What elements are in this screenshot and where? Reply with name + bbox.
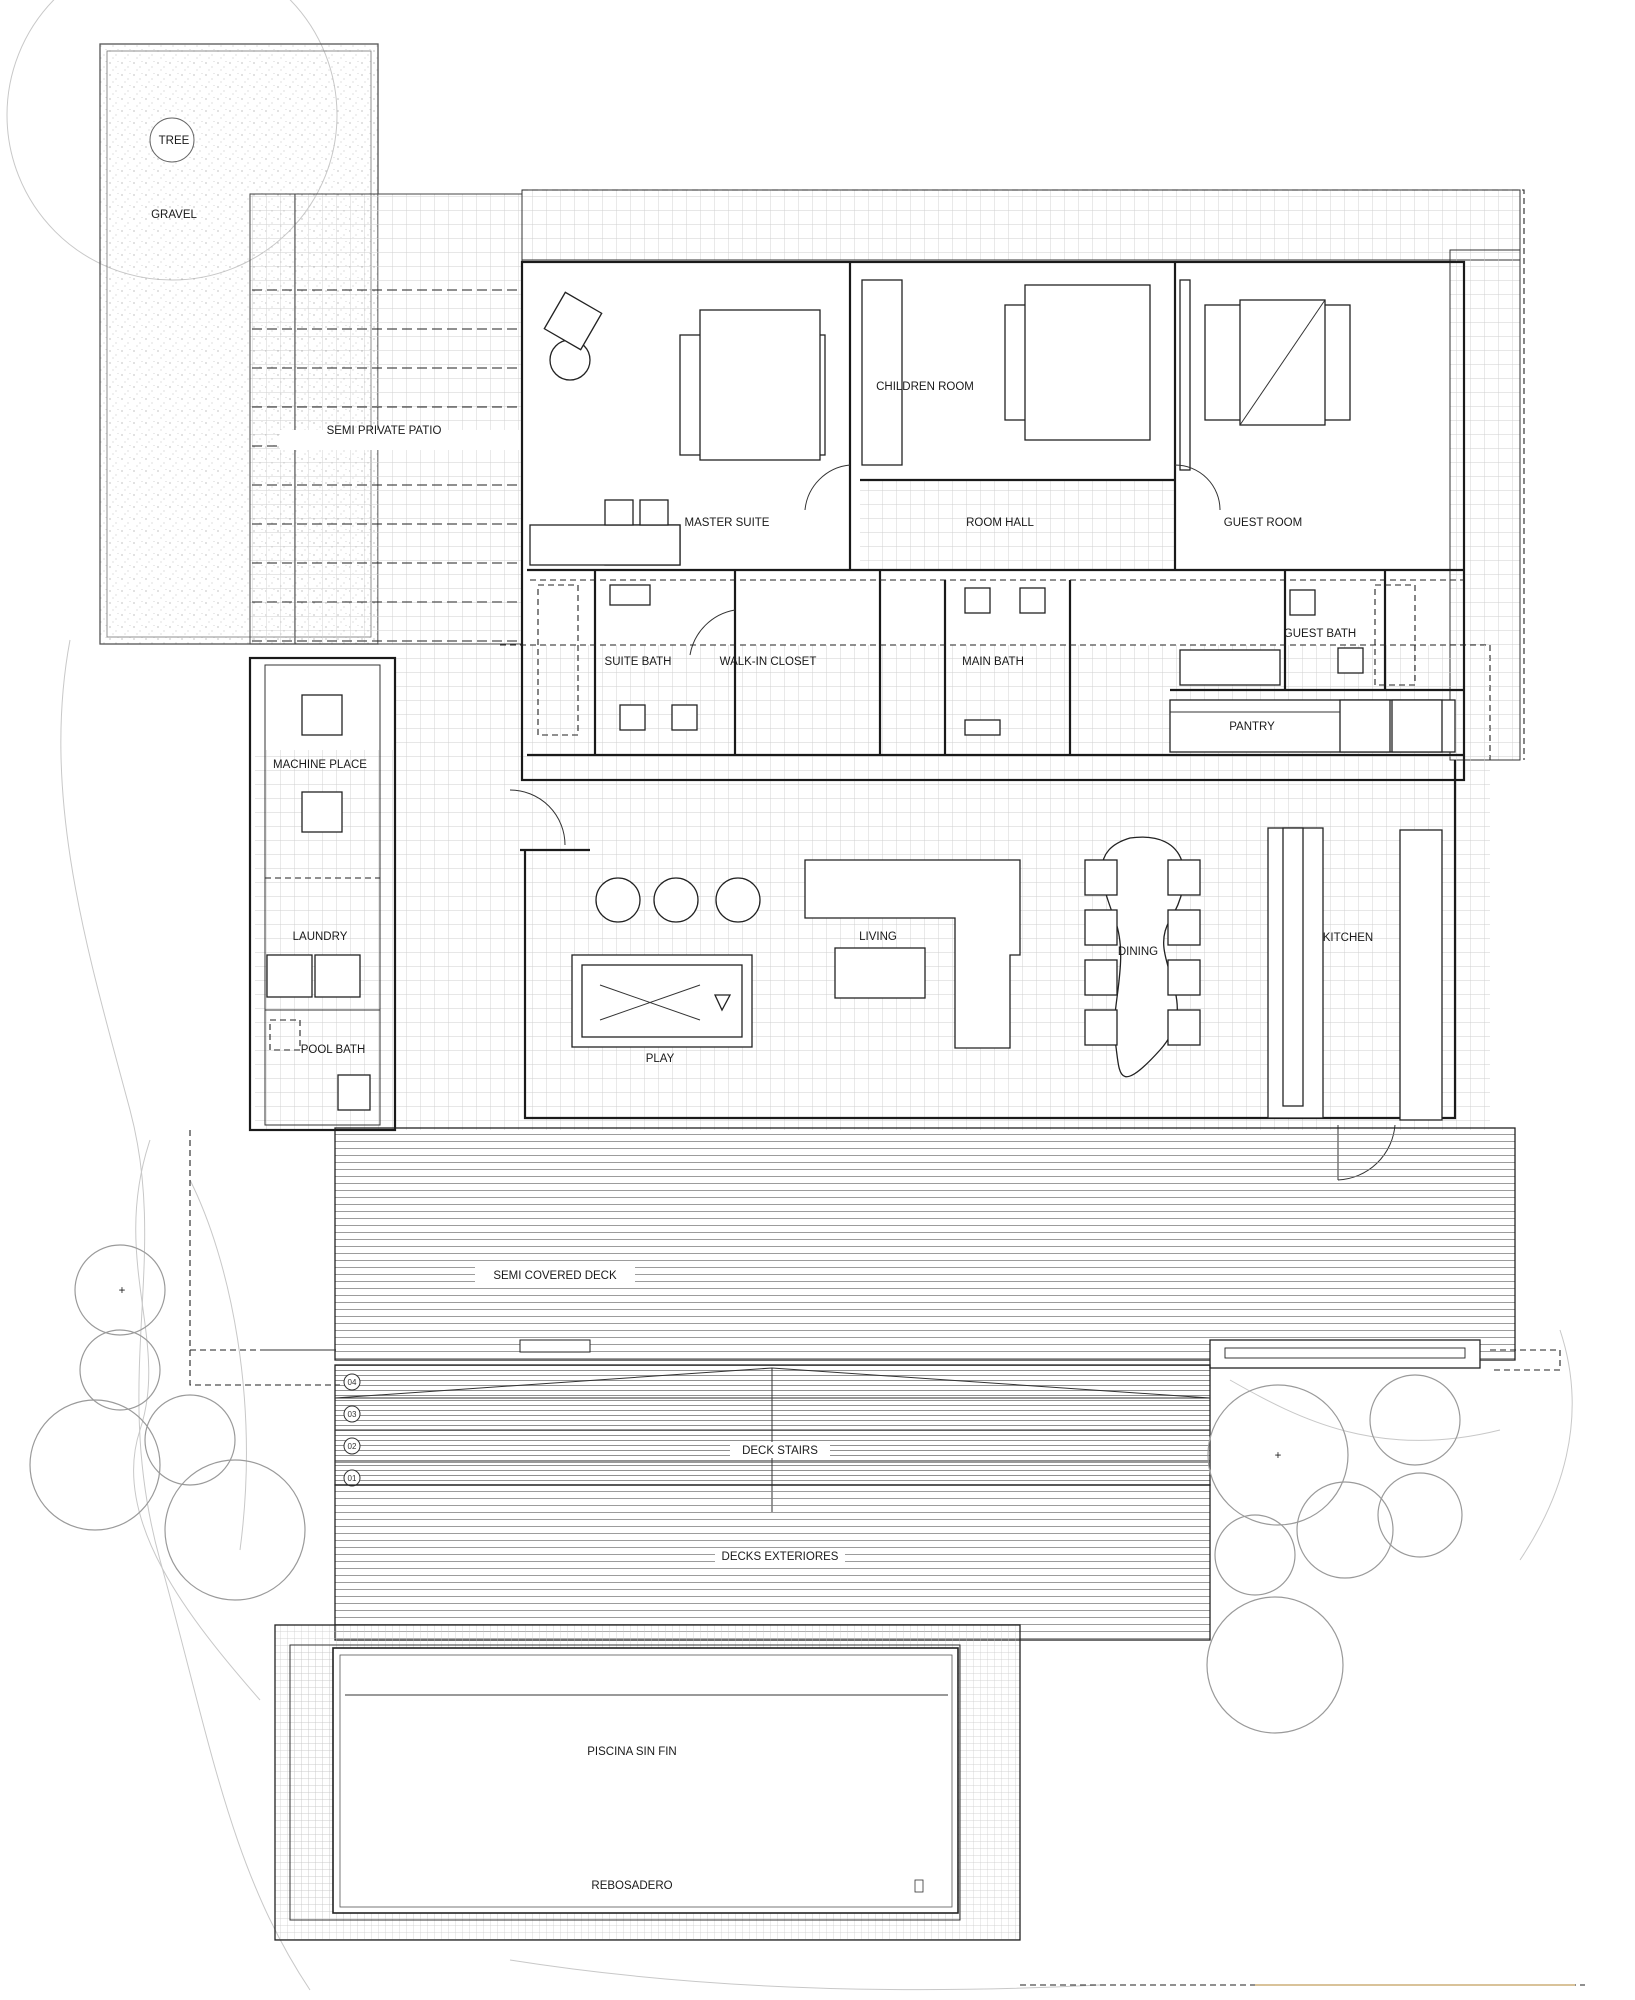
- pantry-block: [1170, 700, 1455, 752]
- stair-step-number: 03: [347, 1410, 357, 1419]
- guest-room-label: GUEST ROOM: [1223, 517, 1303, 529]
- svg-text:+: +: [1274, 1450, 1282, 1462]
- gravel-label: GRAVEL: [151, 209, 197, 221]
- machine-place-label: MACHINE PLACE: [273, 759, 367, 771]
- stair-step-number: 01: [347, 1474, 357, 1483]
- pool-label: PISCINA SIN FIN: [587, 1746, 677, 1758]
- children-room-label: CHILDREN ROOM: [876, 381, 974, 393]
- guest-bath-label: GUEST BATH: [1283, 628, 1357, 640]
- stair-step-number: 04: [347, 1378, 357, 1387]
- decks-exteriores-label: DECKS EXTERIORES: [721, 1551, 839, 1563]
- semi-private-patio: [250, 194, 530, 644]
- walk-in-closet-label: WALK-IN CLOSET: [719, 656, 817, 668]
- suite-bath-label: SUITE BATH: [604, 656, 672, 668]
- rebosadero-label: REBOSADERO: [591, 1880, 673, 1892]
- master-suite-label: MASTER SUITE: [684, 517, 770, 529]
- semi-covered-deck: [260, 1128, 1515, 1368]
- play-label: PLAY: [645, 1053, 675, 1065]
- main-bath-label: MAIN BATH: [962, 656, 1024, 668]
- kitchen-label: KITCHEN: [1322, 932, 1374, 944]
- pool-bath-label: POOL BATH: [300, 1044, 366, 1056]
- dining-label: DINING: [1117, 946, 1159, 958]
- room-hall-label: ROOM HALL: [966, 517, 1034, 529]
- deck-stairs-label: DECK STAIRS: [742, 1445, 818, 1457]
- patio-label: SEMI PRIVATE PATIO: [326, 425, 442, 437]
- decks-exteriores: [335, 1485, 1210, 1640]
- laundry-label: LAUNDRY: [292, 931, 348, 943]
- svg-text:+: +: [118, 1285, 126, 1297]
- stair-step-number: 02: [347, 1442, 357, 1451]
- pool: [275, 1625, 1020, 1940]
- pantry-label: PANTRY: [1229, 721, 1275, 733]
- tree-label: TREE: [158, 135, 190, 147]
- semi-covered-deck-label: SEMI COVERED DECK: [493, 1270, 617, 1282]
- living-label: LIVING: [859, 931, 897, 943]
